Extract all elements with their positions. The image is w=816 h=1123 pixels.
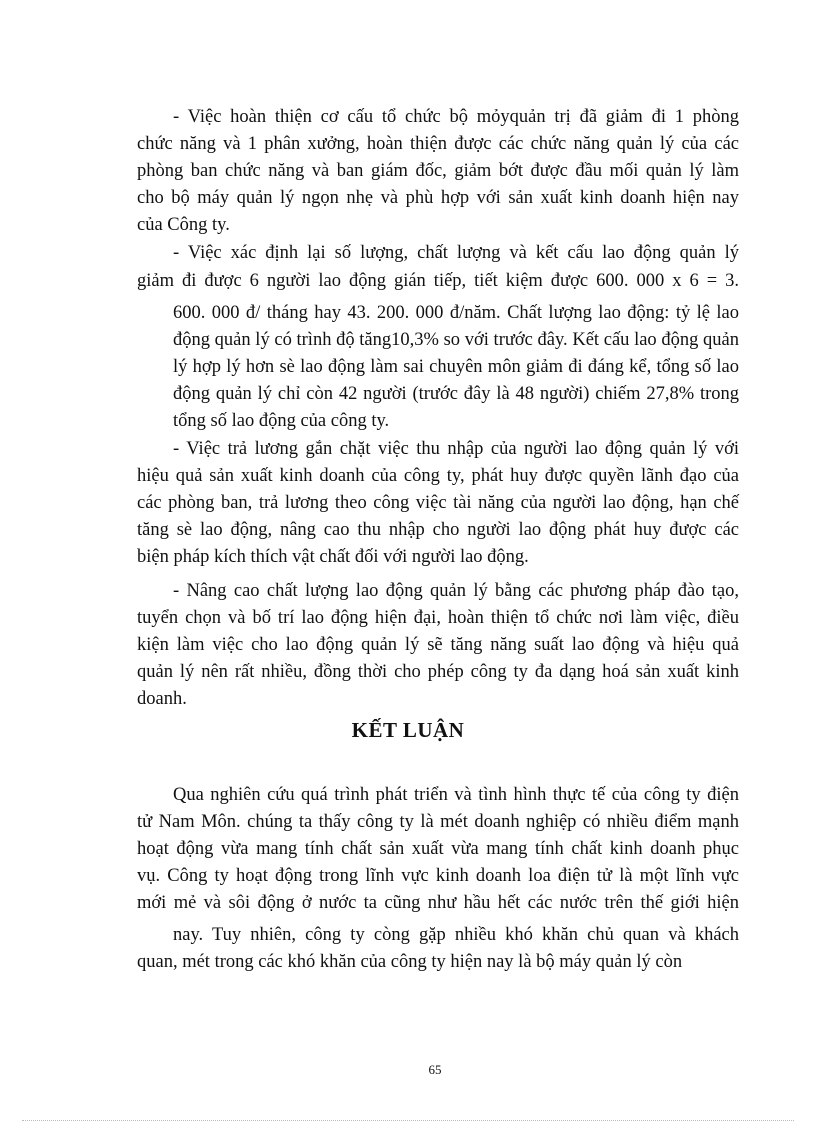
page-bottom-rule (22, 1120, 794, 1121)
text-line: - Nâng cao chất lượng lao động quản lý bằng các phương pháp đào tạo, (173, 581, 739, 601)
text-line: - Việc trả lương gắn chặt việc thu nhập của người lao động quản lý với (173, 439, 739, 459)
text-line: quan, mét trong các khó khăn của công ty hiện nay là bộ máy quản lý còn (137, 952, 683, 972)
text-line: hiệu quả sản xuất kinh doanh của công ty, phát huy được quyền lãnh đạo của (137, 466, 739, 486)
text-line: cho bộ máy quản lý ngọn nhẹ và phù hợp với sản xuất kinh doanh hiện nay (137, 188, 739, 208)
text-line: lý hợp lý hơn sè lao động làm sai chuyên môn giảm đi đáng kể, tổng số lao (173, 357, 739, 377)
text-line: - Việc xác định lại số lượng, chất lượng và kết cấu lao động quản lý (173, 243, 739, 263)
text-line: nay. Tuy nhiên, công ty còng gặp nhiều khó khăn chủ quan và khách (173, 925, 739, 945)
text-line: giảm đi được 6 người lao động gián tiếp, tiết kiệm được 600. 000 x 6 = 3. (137, 271, 739, 291)
text-line: phòng ban chức năng và ban giám đốc, giảm bớt được đầu mối quản lý làm (137, 161, 739, 181)
text-line: mới mẻ và sôi động ở nước ta cũng như hầu hết các nước trên thế giới hiện (137, 893, 739, 913)
conclusion-heading: KẾT LUẬN (351, 718, 465, 742)
text-line: - Việc hoàn thiện cơ cấu tổ chức bộ mỏyquản trị đã giảm đi 1 phòng (173, 107, 739, 127)
text-line: của Công ty. (137, 215, 230, 235)
text-line: 600. 000 đ/ tháng hay 43. 200. 000 đ/năm. Chất lượng lao động: tỷ lệ lao (173, 303, 739, 323)
text-line: động quản lý có trình độ tăng10,3% so với trước đây. Kết cấu lao động quản (173, 330, 739, 350)
text-line: quản lý nên rất nhiều, đồng thời cho phép công ty đa dạng hoá sản xuất kinh (137, 662, 739, 682)
text-line: Qua nghiên cứu quá trình phát triển và tình hình thực tế của công ty điện (173, 785, 739, 805)
text-line: biện pháp kích thích vật chất đối với người lao động. (137, 547, 529, 567)
text-line: tuyển chọn và bố trí lao động hiện đại, hoàn thiện tổ chức nơi làm việc, điều (137, 608, 739, 628)
text-line: tử Nam Môn. chúng ta thấy công ty là mét doanh nghiệp có nhiều điểm mạnh (137, 812, 739, 832)
text-line: kiện làm việc cho lao động quản lý sẽ tăng năng suất lao động và hiệu quả (137, 635, 739, 655)
text-line: hoạt động vừa mang tính chất sản xuất vừa mang tính chất kinh doanh phục (137, 839, 739, 859)
text-line: động quản lý chỉ còn 42 người (trước đây là 48 người) chiếm 27,8% trong (173, 384, 739, 404)
text-line: các phòng ban, trả lương theo công việc tài năng của người lao động, hạn chế (137, 493, 739, 513)
text-line: tổng số lao động của công ty. (173, 411, 390, 431)
text-line: vụ. Công ty hoạt động trong lĩnh vực kinh doanh loa điện tử là một lĩnh vực (137, 866, 739, 886)
page-number: 65 (428, 1062, 442, 1077)
text-line: tăng sè lao động, nâng cao thu nhập cho người lao động phát huy được các (137, 520, 739, 540)
text-line: doanh. (137, 689, 187, 709)
text-line: chức năng và 1 phân xưởng, hoàn thiện được các chức năng quản lý của các (137, 134, 739, 154)
